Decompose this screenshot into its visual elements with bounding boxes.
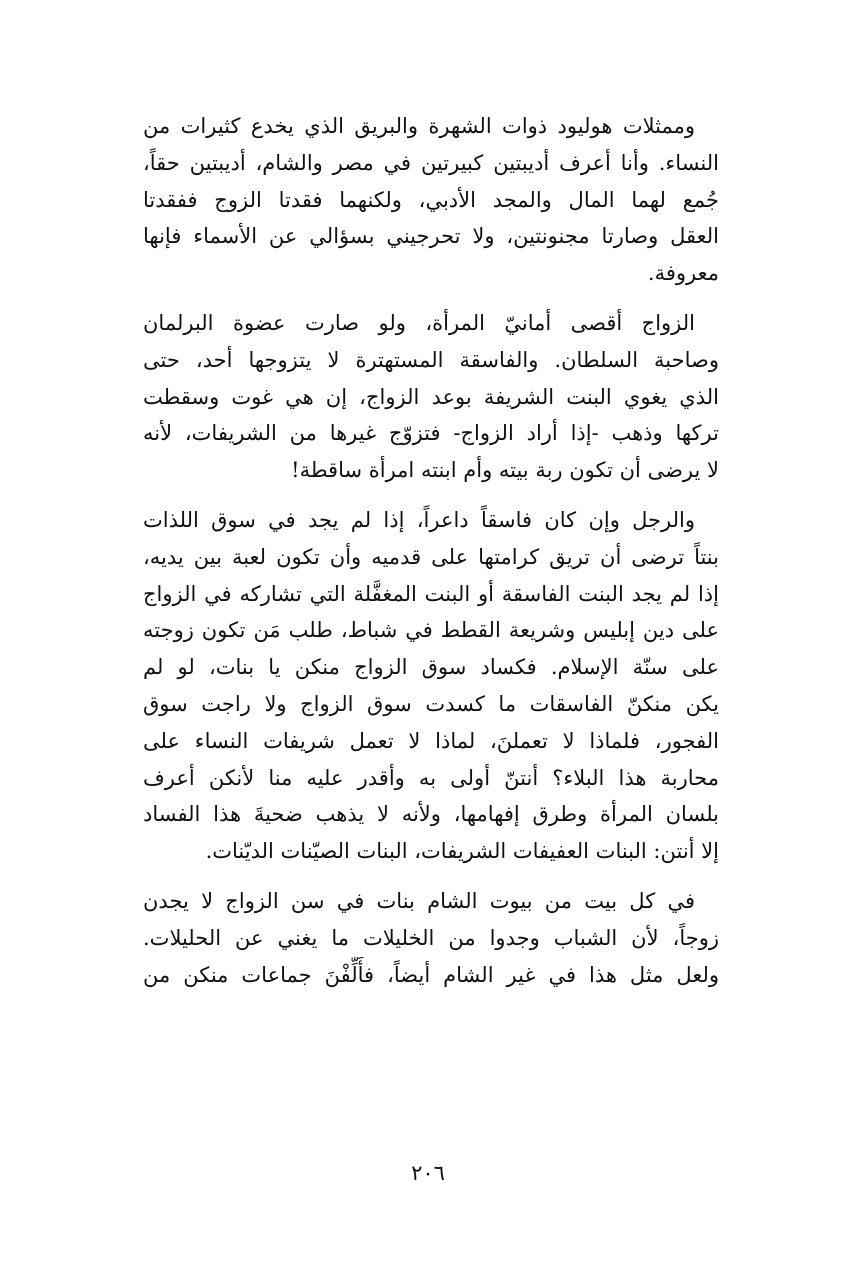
page-number: ٢٠٦ bbox=[411, 1161, 445, 1185]
text-line: وصاحبة السلطان. والفاسقة المستهترة لا يتزوجها أحد، حتى bbox=[143, 347, 719, 372]
text-line: الزواج أقصى أمانيّ المرأة، ولو صارت عضوة البرلمان bbox=[143, 310, 695, 335]
text-line: زوجاً، لأن الشباب وجدوا من الخليلات ما يغني عن الحليلات. bbox=[143, 925, 719, 950]
text-line: والرجل وإن كان فاسقاً داعراً، إذا لم يجد في سوق اللذات bbox=[143, 507, 695, 532]
paragraph-4 bbox=[143, 883, 719, 993]
text-line: في كل بيت من بيوت الشام بنات في سن الزواج لا يجدن bbox=[143, 888, 695, 913]
text-line: جُمع لهما المال والمجد الأدبي، ولكنهما فقدتا الزوج ففقدتا bbox=[143, 187, 719, 212]
text-line: الفجور، فلماذا لا تعملنَ، لماذا لا تعمل شريفات النساء على bbox=[143, 728, 719, 753]
page-body bbox=[143, 108, 719, 993]
text-line: ولعل مثل هذا في غير الشام أيضاً، فأَلِّفْنَ جماعات منكن من bbox=[143, 962, 719, 987]
text-line: محاربة هذا البلاء؟ أنتنّ أولى به وأقدر عليه منا لأنكن أعرف bbox=[143, 765, 719, 790]
text-line: بلسان المرأة وطرق إفهامها، ولأنه لا يذهب ضحيةَ هذا الفساد bbox=[143, 802, 719, 827]
text-line: على دين إبليس وشريعة القطط في شباط، طلب مَن تكون زوجته bbox=[143, 618, 719, 643]
text-line: معروفة. bbox=[647, 261, 719, 286]
text-line: إلا أنتن: البنات العفيفات الشريفات، البنات الصيّنات الديّنات. bbox=[205, 839, 719, 864]
text-line: لا يرضى أن تكون ربة بيته وأم ابنته امرأة ساقطة! bbox=[291, 458, 719, 483]
paragraph-1 bbox=[143, 108, 719, 292]
text-line: وممثلات هوليود ذوات الشهرة والبريق الذي يخدع كثيرات من bbox=[143, 114, 695, 138]
paragraph-2 bbox=[143, 305, 719, 489]
text-line: بنتاً ترضى أن تريق كرامتها على قدميه وأن تكون لعبة بين يديه، bbox=[143, 544, 719, 569]
text-line: يكن منكنّ الفاسقات ما كسدت سوق الزواج ولا راجت سوق bbox=[143, 691, 719, 716]
paragraph-3 bbox=[143, 502, 719, 870]
text-line: تركها وذهب -إذا أراد الزواج- فتزوّج غيرها من الشريفات، لأنه bbox=[143, 421, 719, 446]
text-line: العقل وصارتا مجنونتين، ولا تحرجيني بسؤالي عن الأسماء فإنها bbox=[143, 224, 719, 249]
text-line: على سنّة الإسلام. فكساد سوق الزواج منكن يا بنات، لو لم bbox=[143, 655, 719, 680]
text-line: النساء. وأنا أعرف أديبتين كبيرتين في مصر والشام، أديبتين حقاً، bbox=[143, 150, 719, 175]
text-line: إذا لم يجد البنت الفاسقة أو البنت المغفَّلة التي تشاركه في الزواج bbox=[143, 581, 719, 606]
text-line: الذي يغوي البنت الشريفة بوعد الزواج، إن هي غوت وسقطت bbox=[143, 384, 719, 409]
